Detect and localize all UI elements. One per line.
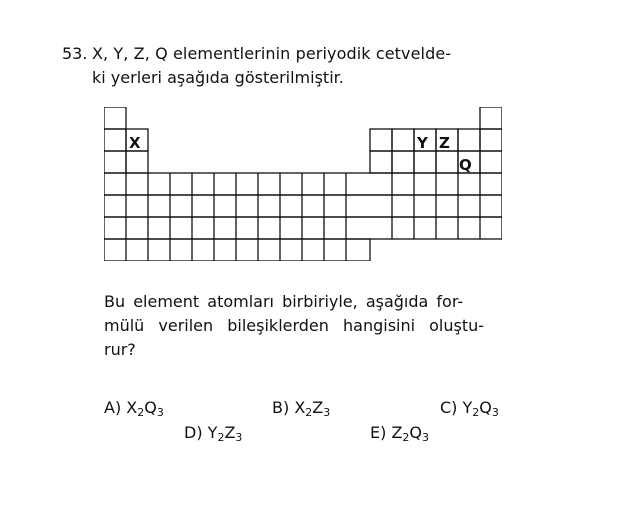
table-cell — [458, 129, 480, 151]
option-c[interactable]: C) $Y_2Q_3$ — [440, 398, 499, 419]
element-q-label: Q — [459, 156, 472, 174]
table-cell — [480, 107, 502, 129]
periodic-table — [104, 107, 502, 261]
element-z-label: Z — [439, 134, 450, 152]
table-cell — [392, 151, 414, 173]
option-b[interactable]: B) $X_2Z_3$ — [272, 398, 331, 419]
table-row — [104, 195, 502, 217]
question-paragraph-line-2: mülü verilen bileşiklerden hangisini oluştu- — [104, 316, 485, 335]
table-cell — [392, 129, 414, 151]
option-d[interactable]: D) $Y_2Z_3$ — [184, 423, 243, 444]
table-cell — [370, 151, 392, 173]
table-cell — [414, 151, 436, 173]
table-cell — [370, 129, 392, 151]
question-line-1: X, Y, Z, Q elementlerinin periyodik cetvelde- — [92, 44, 452, 63]
question-paragraph-line-1: Bu element atomları birbiriyle, aşağıda for- — [104, 292, 464, 311]
table-cell — [436, 151, 458, 173]
question-line-2: ki yerleri aşağıda gösterilmiştir. — [92, 68, 344, 87]
option-e[interactable]: E) $Z_2Q_3$ — [370, 423, 429, 444]
table-cell — [480, 129, 502, 151]
table-cell — [104, 107, 126, 129]
question-number: 53. — [62, 44, 88, 63]
table-row — [104, 173, 502, 195]
table-row — [104, 217, 502, 239]
table-cell — [126, 151, 148, 173]
question-paragraph-line-3: rur? — [104, 340, 136, 359]
table-cell — [104, 151, 126, 173]
table-cell — [104, 129, 126, 151]
table-cell — [480, 151, 502, 173]
element-y-label: Y — [417, 134, 428, 152]
element-x-label: X — [129, 134, 141, 152]
option-a[interactable]: A) $X_2Q_3$ — [104, 398, 164, 419]
table-row — [104, 239, 370, 261]
